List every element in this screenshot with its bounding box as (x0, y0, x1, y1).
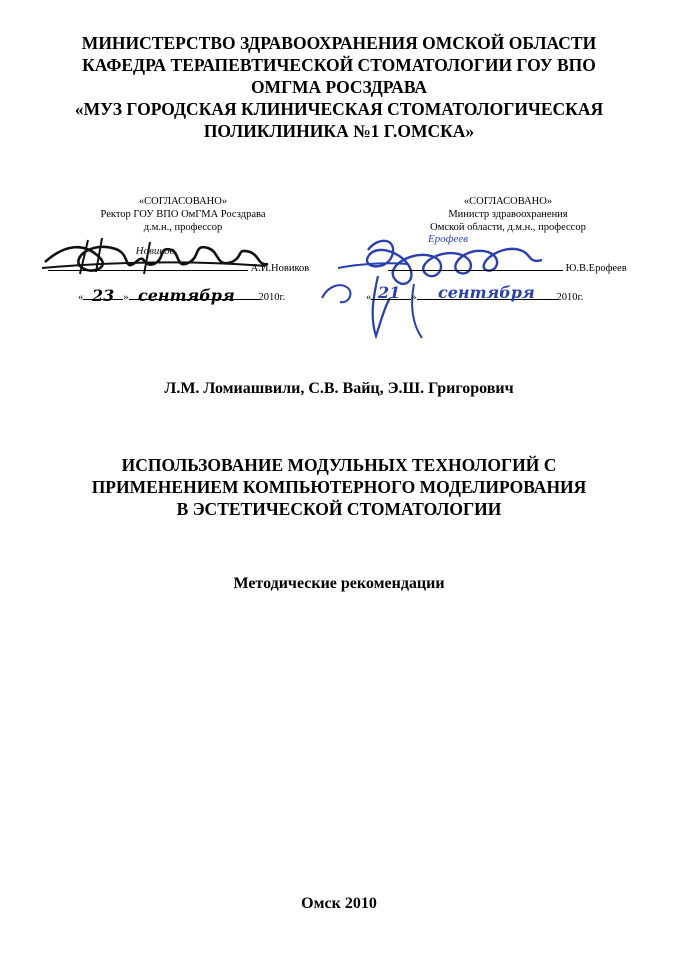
header-line: МИНИСТЕРСТВО ЗДРАВООХРАНЕНИЯ ОМСКОЙ ОБЛАСТИ (81, 33, 597, 53)
approval-name: А.И.Новиков (250, 263, 310, 274)
title-line: ИСПОЛЬЗОВАНИЕ МОДУЛЬНЫХ ТЕХНОЛОГИЙ С (121, 455, 557, 475)
document-subtitle: Методические рекомендации (233, 575, 445, 592)
approval-name: Ю.В.Ерофеев (565, 263, 627, 274)
approval-position: Министр здравоохранения (448, 209, 568, 220)
handwritten-month-left: сентября (138, 286, 235, 305)
header-line: ОМГМА РОСЗДРАВА (250, 77, 428, 97)
approval-stamp: «СОГЛАСОВАНО» (463, 196, 553, 207)
institution-header (20, 32, 658, 142)
signature-line-left (48, 263, 309, 274)
date-year: 2010г. (556, 292, 584, 303)
approval-stamp: «СОГЛАСОВАНО» (138, 196, 228, 207)
date-quote-close: » (123, 292, 129, 303)
header-line: КАФЕДРА ТЕРАПЕВТИЧЕСКОЙ СТОМАТОЛОГИИ ГОУ ВПО (82, 55, 596, 75)
date-year: 2010г. (258, 292, 286, 303)
signature-line-right (388, 263, 627, 274)
handwritten-month-right: сентября (438, 283, 535, 302)
approval-degree: д.м.н., профессор (143, 222, 223, 233)
handwritten-day-right: 21 (378, 283, 401, 302)
date-quote-open: « (366, 292, 372, 303)
date-quote-open: « (78, 292, 84, 303)
authors: Л.М. Ломиашвили, С.В. Вайц, Э.Ш. Григорович (164, 380, 514, 397)
date-quote-close: » (411, 292, 417, 303)
place-year: Омск 2010 (301, 895, 377, 912)
approval-degree: Омской области, д.м.н., профессор (430, 222, 586, 233)
header-line: ПОЛИКЛИНИКА №1 Г.ОМСКА» (203, 121, 475, 141)
title-line: ПРИМЕНЕНИЕМ КОМПЬЮТЕРНОГО МОДЕЛИРОВАНИЯ (91, 477, 587, 497)
signature-left (40, 232, 270, 282)
document-title (20, 454, 658, 520)
handwritten-day-left: 23 (92, 286, 115, 305)
signature-left-text: Новиков (135, 245, 175, 257)
signature-right-text: Ерофеев (427, 233, 469, 245)
title-line: В ЭСТЕТИЧЕСКОЙ СТОМАТОЛОГИИ (176, 499, 502, 519)
approval-block-left (48, 195, 318, 234)
approval-position: Ректор ГОУ ВПО ОмГМА Росздрава (100, 209, 266, 220)
header-line: «МУЗ ГОРОДСКАЯ КЛИНИЧЕСКАЯ СТОМАТОЛОГИЧЕСКАЯ (74, 99, 604, 119)
